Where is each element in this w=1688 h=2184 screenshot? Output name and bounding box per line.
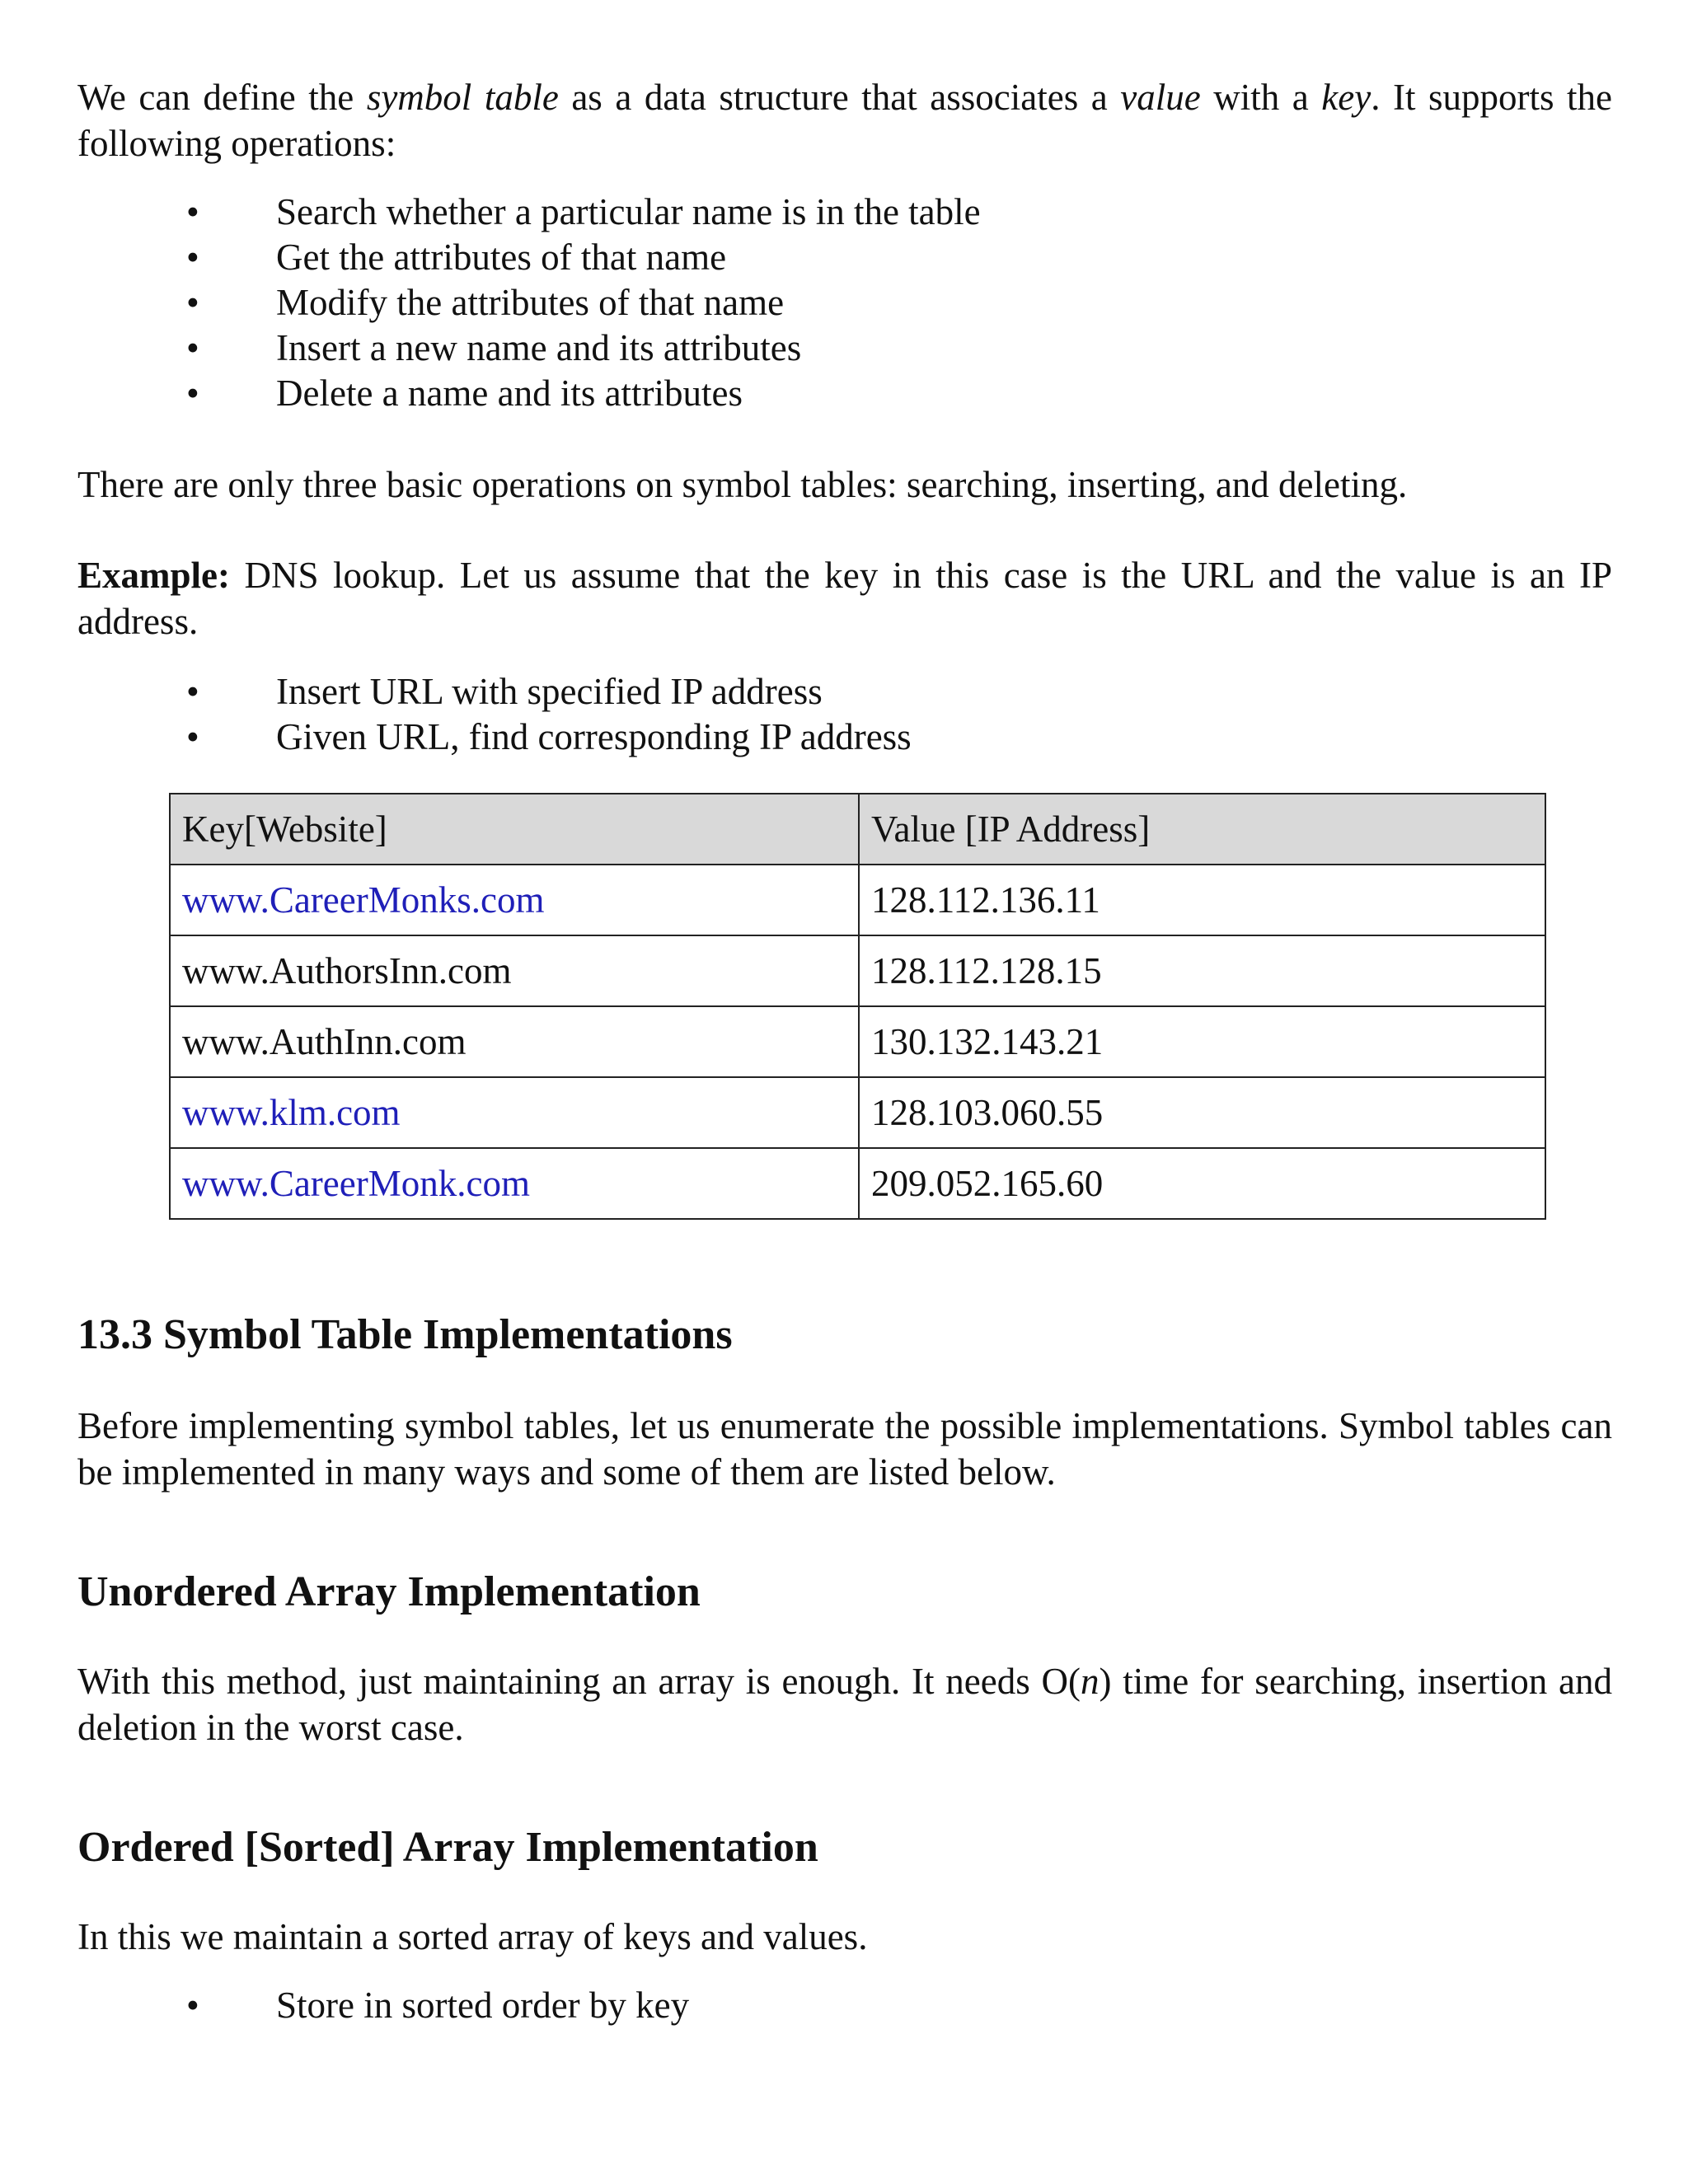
key-cell: www.AuthInn.com	[170, 1006, 859, 1077]
table-row	[170, 1148, 1545, 1219]
list-item-text: Search whether a particular name is in the table	[276, 191, 981, 232]
bullet: •	[186, 327, 199, 368]
example-text: DNS lookup. Let us assume that the key in this case is the URL and the value is an IP address.	[77, 555, 1612, 642]
intro-text: with a	[1200, 77, 1322, 118]
intro-text: We can define the	[77, 77, 367, 118]
variable-n: n	[1081, 1661, 1100, 1702]
list-item	[77, 190, 1612, 235]
list-item-text: Insert a new name and its attributes	[276, 327, 802, 368]
list-item	[77, 326, 1612, 371]
page-content	[77, 74, 1612, 2028]
ordered-heading: Ordered [Sorted] Array Implementation	[77, 1824, 818, 1871]
value-cell: 128.112.136.11	[859, 865, 1545, 935]
list-item	[77, 235, 1612, 280]
bullet: •	[186, 237, 199, 278]
list-item-text: Insert URL with specified IP address	[276, 671, 823, 712]
bullet: •	[186, 282, 199, 323]
list-item-text: Given URL, find corresponding IP address	[276, 716, 912, 757]
ordered-paragraph: In this we maintain a sorted array of keys and values.	[77, 1916, 868, 1957]
table-row	[170, 935, 1545, 1006]
value-cell: 130.132.143.21	[859, 1006, 1545, 1077]
value-cell: 128.103.060.55	[859, 1077, 1545, 1148]
section-heading: 13.3 Symbol Table Implementations	[77, 1311, 733, 1358]
list-item-text: Modify the attributes of that name	[276, 282, 785, 323]
list-item	[77, 715, 1612, 760]
section-paragraph: Before implementing symbol tables, let us enumerate the possible implementations. Symbol tables can be implemented in many ways and some of them are listed below.	[77, 1405, 1612, 1493]
key-cell[interactable]	[170, 1148, 859, 1219]
key-cell[interactable]	[170, 1077, 859, 1148]
url-link[interactable]: www.klm.com	[182, 1092, 401, 1133]
example-label: Example:	[77, 555, 230, 596]
ordered-list	[77, 1983, 1612, 2028]
list-item	[77, 1983, 1612, 2028]
list-item	[77, 371, 1612, 416]
table-row	[170, 865, 1545, 935]
intro-text: . It supports the following operations:	[77, 77, 1612, 164]
list-item	[77, 669, 1612, 715]
table-row	[170, 1077, 1545, 1148]
value-cell: 209.052.165.60	[859, 1148, 1545, 1219]
term-symbol-table: symbol table	[366, 77, 559, 118]
table-row	[170, 1006, 1545, 1077]
bullet: •	[186, 716, 199, 757]
bullet: •	[186, 373, 199, 414]
term-value: value	[1120, 77, 1201, 118]
key-cell[interactable]	[170, 865, 859, 935]
bullet: •	[186, 1985, 199, 2026]
value-cell: 128.112.128.15	[859, 935, 1545, 1006]
unordered-text: ) time for searching, insertion and deletion in the worst case.	[77, 1661, 1612, 1748]
list-item-text: Delete a name and its attributes	[276, 373, 743, 414]
dns-table	[169, 793, 1546, 1220]
unordered-paragraph	[77, 1658, 1612, 1750]
table-header-row	[170, 794, 1545, 865]
list-item-text: Store in sorted order by key	[276, 1985, 690, 2026]
bullet: •	[186, 191, 199, 232]
operations-list	[77, 190, 1612, 416]
list-item	[77, 280, 1612, 326]
bullet: •	[186, 671, 199, 712]
url-link[interactable]: www.CareerMonks.com	[182, 879, 545, 921]
term-key: key	[1321, 77, 1372, 118]
url-link[interactable]: www.CareerMonk.com	[182, 1163, 530, 1204]
header-value: Value [IP Address]	[859, 794, 1545, 865]
example-list	[77, 669, 1612, 760]
unordered-heading: Unordered Array Implementation	[77, 1568, 701, 1615]
intro-paragraph	[77, 74, 1612, 166]
intro-text: as a data structure that associates a	[558, 77, 1121, 118]
key-cell: www.AuthorsInn.com	[170, 935, 859, 1006]
unordered-text: With this method, just maintaining an array is enough. It needs O(	[77, 1661, 1081, 1702]
example-paragraph	[77, 552, 1612, 644]
header-key: Key[Website]	[170, 794, 859, 865]
list-item-text: Get the attributes of that name	[276, 237, 727, 278]
basic-operations-paragraph: There are only three basic operations on symbol tables: searching, inserting, and deleting.	[77, 464, 1408, 505]
